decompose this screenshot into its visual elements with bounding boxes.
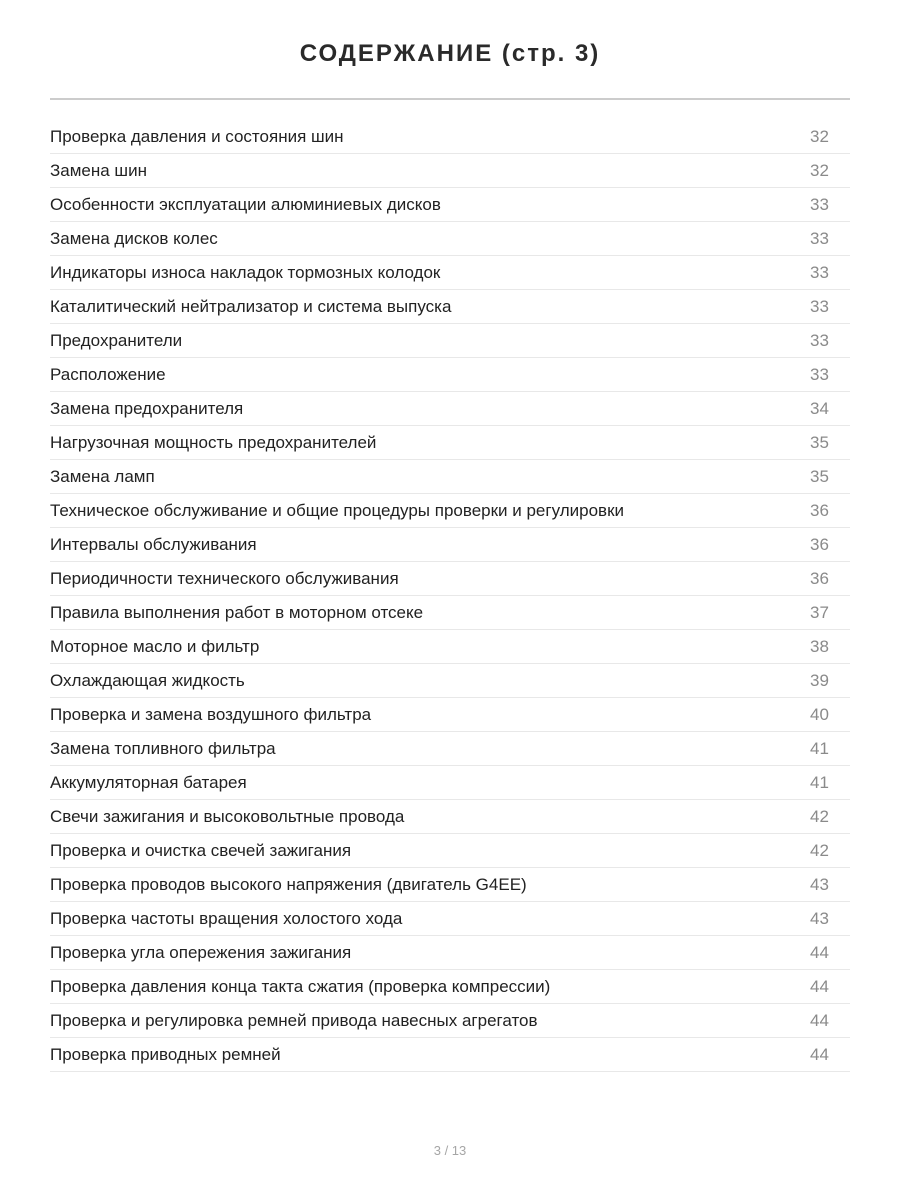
page-title: СОДЕРЖАНИЕ (стр. 3): [299, 40, 601, 67]
toc-entry-title: Проверка проводов высокого напряжения (двигатель G4EE): [50, 874, 527, 894]
toc-entry-page-number: 33: [810, 262, 829, 282]
toc-entry[interactable]: [50, 1038, 850, 1072]
toc-entry-page-number: 41: [810, 738, 829, 758]
toc-entry-page-number: 33: [810, 296, 829, 316]
toc-entry[interactable]: [50, 698, 850, 732]
toc-entry-title: Техническое обслуживание и общие процедуры проверки и регулировки: [50, 500, 625, 520]
toc-entry-title: Проверка давления конца такта сжатия (проверка компрессии): [50, 976, 551, 996]
toc-entry[interactable]: [50, 120, 850, 154]
toc-entry-page-number: 42: [810, 840, 829, 860]
toc-entry[interactable]: [50, 800, 850, 834]
toc-entry-title: Каталитический нейтрализатор и система выпуска: [50, 296, 452, 316]
toc-entry-title: Особенности эксплуатации алюминиевых дисков: [50, 194, 441, 214]
toc-entry-title: Моторное масло и фильтр: [50, 636, 260, 656]
toc-entry-title: Свечи зажигания и высоковольтные провода: [50, 806, 405, 826]
toc-entry-page-number: 38: [810, 636, 829, 656]
toc-entry-page-number: 44: [810, 942, 829, 962]
toc-entry[interactable]: [50, 596, 850, 630]
toc-entry-title: Периодичности технического обслуживания: [50, 568, 399, 588]
toc-entry-page-number: 33: [810, 364, 829, 384]
toc-entry-page-number: 35: [810, 432, 829, 452]
toc-entry-title: Предохранители: [50, 330, 183, 350]
toc-entry-page-number: 33: [810, 330, 829, 350]
toc-entry-title: Проверка угла опережения зажигания: [50, 942, 352, 962]
title-divider: [50, 98, 850, 100]
toc-entry-page-number: 36: [810, 500, 829, 520]
toc-entry[interactable]: [50, 426, 850, 460]
toc-entry[interactable]: [50, 290, 850, 324]
toc-entry[interactable]: [50, 936, 850, 970]
toc-entry-page-number: 35: [810, 466, 829, 486]
toc-entry[interactable]: [50, 664, 850, 698]
toc-entry[interactable]: [50, 188, 850, 222]
toc-entry-title: Правила выполнения работ в моторном отсеке: [50, 602, 424, 622]
toc-entry-page-number: 40: [810, 704, 829, 724]
toc-entry-title: Замена топливного фильтра: [50, 738, 276, 758]
toc-entry-page-number: 44: [810, 1010, 829, 1030]
toc-entry[interactable]: [50, 630, 850, 664]
toc-entry[interactable]: [50, 834, 850, 868]
toc-entry-page-number: 39: [810, 670, 829, 690]
toc-entry[interactable]: [50, 494, 850, 528]
toc-entry[interactable]: [50, 868, 850, 902]
toc-entry[interactable]: [50, 460, 850, 494]
toc-entry[interactable]: [50, 256, 850, 290]
toc-entry-title: Аккумуляторная батарея: [50, 772, 247, 792]
toc-entry[interactable]: [50, 970, 850, 1004]
toc-entry-page-number: 32: [810, 126, 829, 146]
toc-entry-title: Замена предохранителя: [50, 398, 244, 418]
toc-entry-page-number: 33: [810, 194, 829, 214]
toc-entry[interactable]: [50, 1004, 850, 1038]
toc-entry[interactable]: [50, 358, 850, 392]
toc-entry-page-number: 37: [810, 602, 829, 622]
table-of-contents: [50, 120, 850, 1072]
toc-entry-page-number: 36: [810, 568, 829, 588]
toc-entry-page-number: 32: [810, 160, 829, 180]
toc-entry-title: Проверка частоты вращения холостого хода: [50, 908, 403, 928]
toc-entry-title: Охлаждающая жидкость: [50, 670, 245, 690]
toc-entry[interactable]: [50, 392, 850, 426]
toc-entry-title: Расположение: [50, 364, 166, 384]
toc-entry-page-number: 44: [810, 976, 829, 996]
toc-entry-title: Замена ламп: [50, 466, 155, 486]
toc-entry[interactable]: [50, 528, 850, 562]
toc-entry-page-number: 43: [810, 874, 829, 894]
toc-entry-page-number: 42: [810, 806, 829, 826]
toc-entry-page-number: 44: [810, 1044, 829, 1064]
toc-entry-title: Проверка и регулировка ремней привода навесных агрегатов: [50, 1010, 538, 1030]
toc-entry-title: Замена шин: [50, 160, 147, 180]
toc-entry-title: Проверка и замена воздушного фильтра: [50, 704, 372, 724]
toc-entry[interactable]: [50, 732, 850, 766]
toc-entry[interactable]: [50, 222, 850, 256]
toc-entry-page-number: 43: [810, 908, 829, 928]
toc-entry[interactable]: [50, 766, 850, 800]
toc-entry-title: Замена дисков колес: [50, 228, 218, 248]
toc-entry[interactable]: [50, 324, 850, 358]
toc-entry[interactable]: [50, 562, 850, 596]
toc-entry-page-number: 41: [810, 772, 829, 792]
toc-entry-page-number: 33: [810, 228, 829, 248]
toc-entry-title: Проверка приводных ремней: [50, 1044, 281, 1064]
toc-entry[interactable]: [50, 902, 850, 936]
toc-entry[interactable]: [50, 154, 850, 188]
toc-entry-title: Интервалы обслуживания: [50, 534, 257, 554]
toc-entry-page-number: 34: [810, 398, 829, 418]
toc-entry-title: Нагрузочная мощность предохранителей: [50, 432, 377, 452]
toc-entry-title: Индикаторы износа накладок тормозных колодок: [50, 262, 441, 282]
page-indicator: 3 / 13: [433, 1143, 467, 1158]
toc-entry-title: Проверка давления и состояния шин: [50, 126, 344, 146]
toc-entry-page-number: 36: [810, 534, 829, 554]
toc-entry-title: Проверка и очистка свечей зажигания: [50, 840, 352, 860]
